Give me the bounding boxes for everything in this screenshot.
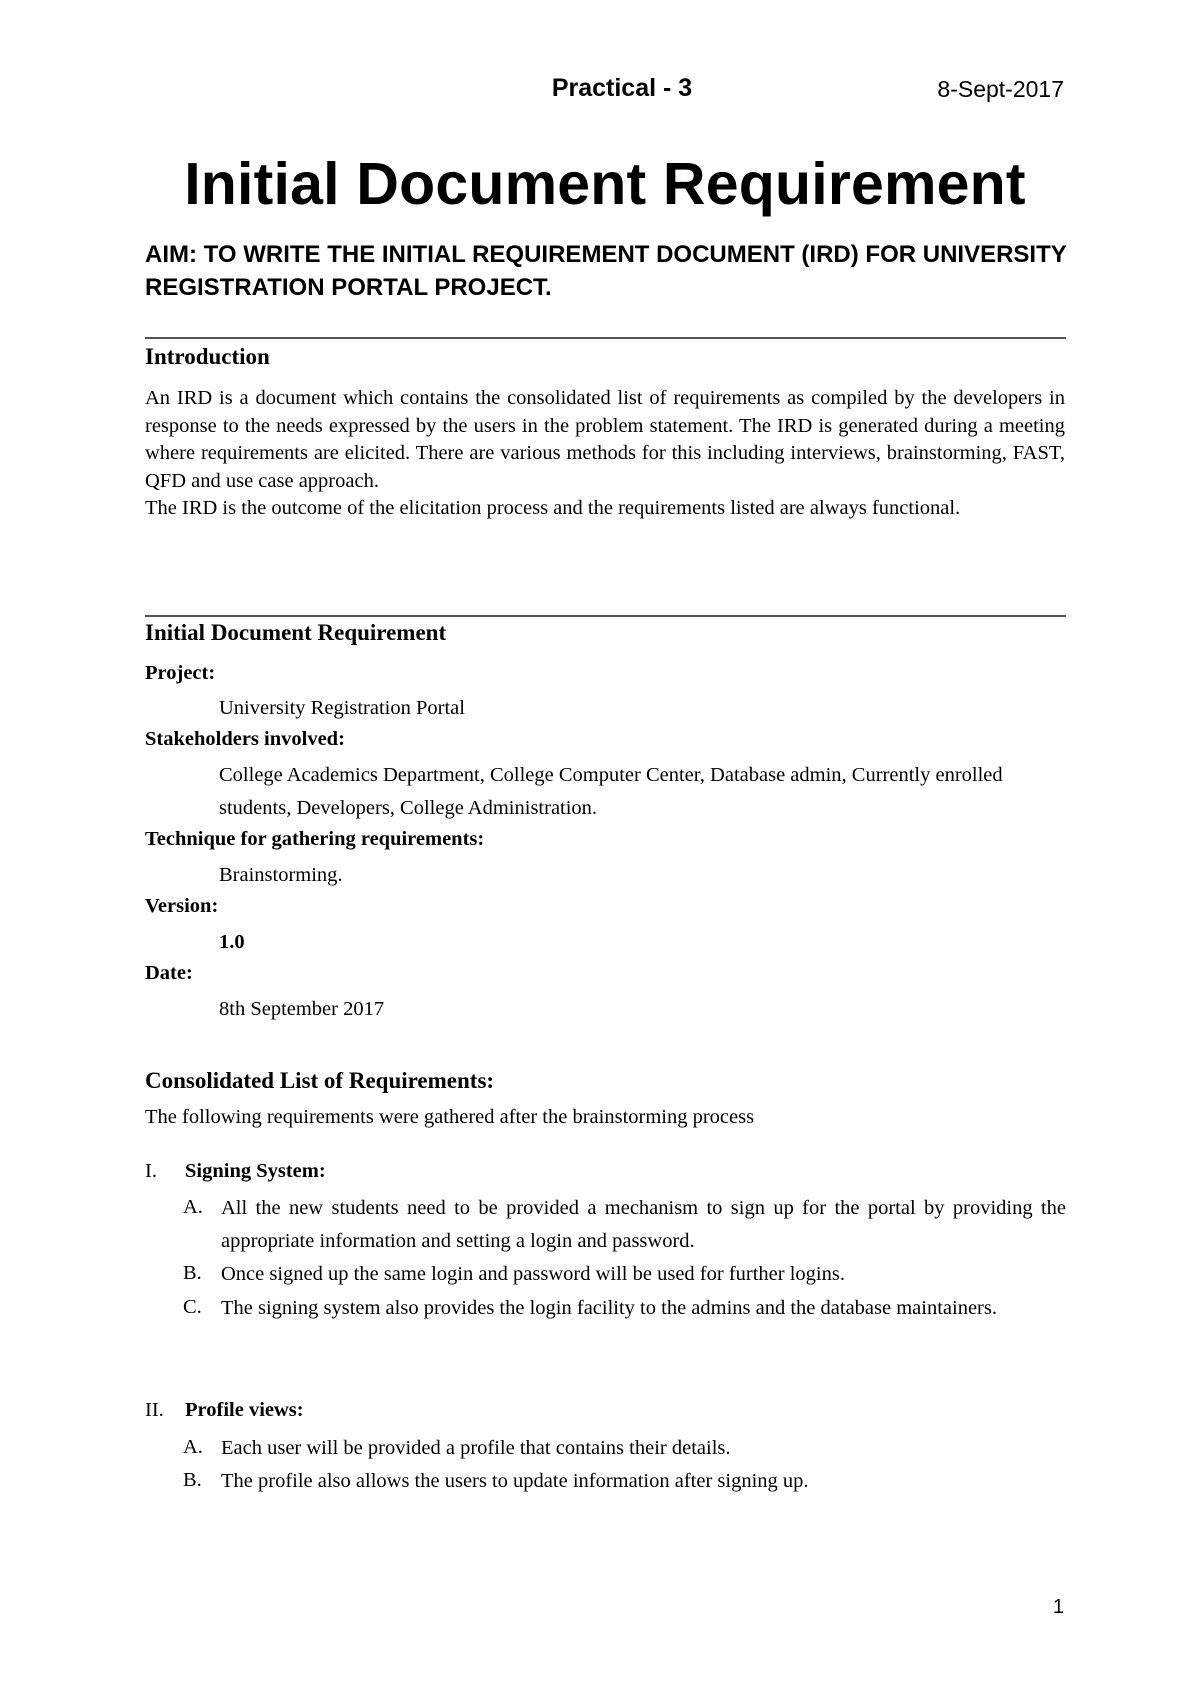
practical-number: Practical - 3 (551, 74, 693, 102)
field-value-date: 8th September 2017 (219, 998, 385, 1020)
item-letter: B. (183, 1262, 202, 1284)
requirement-item: The signing system also provides the login facility to the admins and the database maintainers. (221, 1297, 997, 1319)
introduction-paragraph: The IRD is the outcome of the elicitation process and the requirements listed are always functional. (145, 497, 961, 519)
field-label-project: Project: (145, 662, 216, 684)
field-value-technique: Brainstorming. (219, 864, 343, 886)
field-value-stakeholders: College Academics Department, College Computer Center, Database admin, Currently enrolled students, Developers, College Administration. (219, 764, 1003, 819)
item-letter: C. (183, 1296, 202, 1318)
page-number: 1 (1052, 1596, 1064, 1618)
requirements-intro: The following requirements were gathered after the brainstorming process (145, 1106, 755, 1128)
section-title-signing-system: Signing System: (185, 1160, 326, 1182)
section-numeral: I. (145, 1160, 157, 1182)
requirement-item: Once signed up the same login and password will be used for further logins. (221, 1263, 845, 1285)
section-divider (145, 337, 1066, 339)
item-letter: A. (183, 1436, 203, 1458)
header-date: 8-Sept-2017 (937, 76, 1064, 102)
field-label-stakeholders: Stakeholders involved: (145, 728, 345, 750)
requirement-item: The profile also allows the users to update information after signing up. (221, 1470, 809, 1492)
field-label-technique: Technique for gathering requirements: (145, 828, 485, 850)
field-label-version: Version: (145, 895, 219, 917)
aim-statement: AIM: TO WRITE THE INITIAL REQUIREMENT DOCUMENT (IRD) FOR UNIVERSITY REGISTRATION PORTAL PROJECT. (145, 241, 1067, 301)
ird-heading: Initial Document Requirement (145, 620, 447, 645)
section-title-profile-views: Profile views: (185, 1399, 304, 1421)
introduction-body (145, 385, 1065, 523)
field-label-date: Date: (145, 962, 193, 984)
item-letter: A. (183, 1196, 203, 1218)
requirements-heading: Consolidated List of Requirements: (145, 1068, 495, 1093)
requirement-item: All the new students need to be provided a mechanism to sign up for the portal by providing the appropriate information and setting a login and password. (221, 1197, 1066, 1252)
page-title: Initial Document Requirement (184, 151, 1026, 217)
section-numeral: II. (145, 1399, 164, 1421)
introduction-heading: Introduction (145, 344, 270, 369)
field-value-project: University Registration Portal (219, 697, 465, 719)
field-value-version: 1.0 (219, 931, 245, 953)
requirement-item: Each user will be provided a profile that contains their details. (221, 1437, 731, 1459)
item-letter: B. (183, 1469, 202, 1491)
introduction-paragraph: An IRD is a document which contains the consolidated list of requirements as compiled by the developers in response to the needs expressed by the users in the problem statement. The IRD is generated during a meeting where requirements are elicited. There are various methods for this including interviews, brainstorming, FAST, QFD and use case approach. (145, 387, 1065, 492)
section-divider (145, 615, 1066, 617)
